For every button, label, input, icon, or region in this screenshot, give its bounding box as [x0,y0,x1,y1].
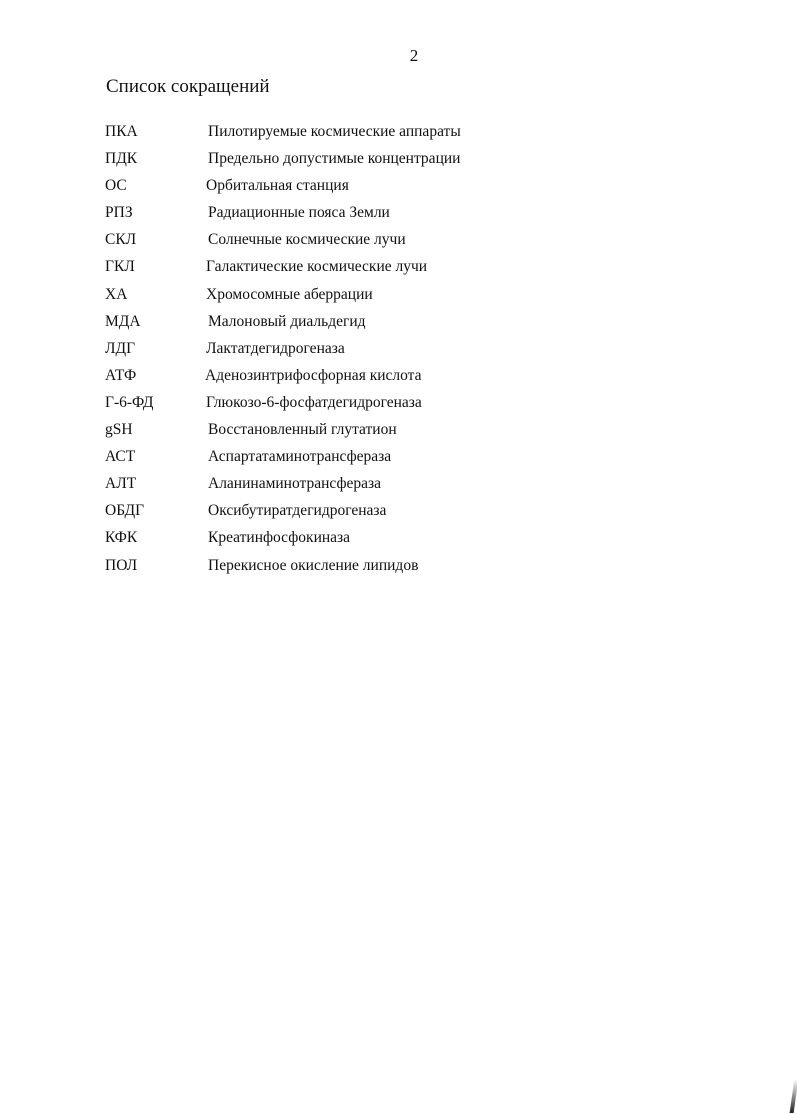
abbreviation-description: Оксибутиратдегидрогеназа [208,502,387,520]
abbreviation-description: Орбитальная станция [206,177,349,195]
abbreviation-row [0,312,797,339]
abbreviation-row [0,447,797,474]
abbreviation-row [0,556,797,583]
abbreviation-description: Перекисное окисление липидов [208,556,419,574]
abbreviation-row [0,474,797,501]
abbreviation-description: Глюкозо-6-фосфатдегидрогеназа [206,393,422,411]
abbreviation-description: Лактатдегидрогеназа [206,339,345,357]
abbreviation-description: Галактические космические лучи [206,258,428,276]
abbreviation-row [0,393,797,420]
abbreviation-code: СКЛ [105,231,137,249]
abbreviation-row [0,366,797,393]
abbreviation-row [0,257,797,284]
abbreviation-row [0,203,797,230]
abbreviation-row [0,339,797,366]
abbreviation-row [0,149,797,176]
abbreviation-description: Аланинаминотрансфераза [208,475,382,493]
abbreviation-description: Пилотируемые космические аппараты [208,123,461,140]
abbreviation-code: ГКЛ [105,258,135,276]
abbreviation-code: АТФ [105,366,137,384]
abbreviation-description: Восстановленный глутатион [208,421,397,439]
abbreviation-description: Предельно допустимые концентрации [208,150,461,168]
abbreviation-row [0,176,797,203]
abbreviation-code: ЛДГ [105,339,136,357]
abbreviation-row [0,285,797,312]
abbreviation-code: РПЗ [105,204,133,222]
abbreviation-row [0,501,797,528]
abbreviation-code: ОБДГ [105,502,145,520]
abbreviation-code: Г-6-ФД [105,393,154,411]
abbreviation-row [0,230,797,257]
page-title: Список сокращений [106,76,270,97]
abbreviation-row [0,528,797,555]
abbreviation-code: МДА [105,312,141,330]
abbreviation-code: ОС [105,177,127,195]
abbreviation-list [0,122,797,583]
abbreviation-description: Аденозинтрифосфорная кислота [205,366,422,384]
abbreviation-code: ПДК [105,150,138,168]
abbreviation-description: Солнечные космические лучи [208,231,406,249]
abbreviation-code: ПКА [105,123,138,140]
abbreviation-description: Малоновый диальдегид [208,312,366,330]
scan-edge-mark [790,1079,797,1113]
abbreviation-code: АСТ [105,448,136,466]
abbreviation-code: АЛТ [105,475,137,493]
abbreviation-description: Креатинфосфокиназа [208,529,351,547]
page-number: 2 [409,46,419,65]
abbreviation-code: ПОЛ [105,556,138,574]
abbreviation-description: Аспартатаминотрансфераза [208,448,392,466]
abbreviation-description: Радиационные пояса Земли [208,204,390,222]
abbreviation-description: Хромосомные аберрации [206,285,373,303]
abbreviation-code: gSH [105,421,133,439]
abbreviation-row [0,122,797,149]
abbreviation-code: ХА [105,285,128,303]
abbreviation-row [0,420,797,447]
abbreviation-code: КФК [105,529,138,547]
